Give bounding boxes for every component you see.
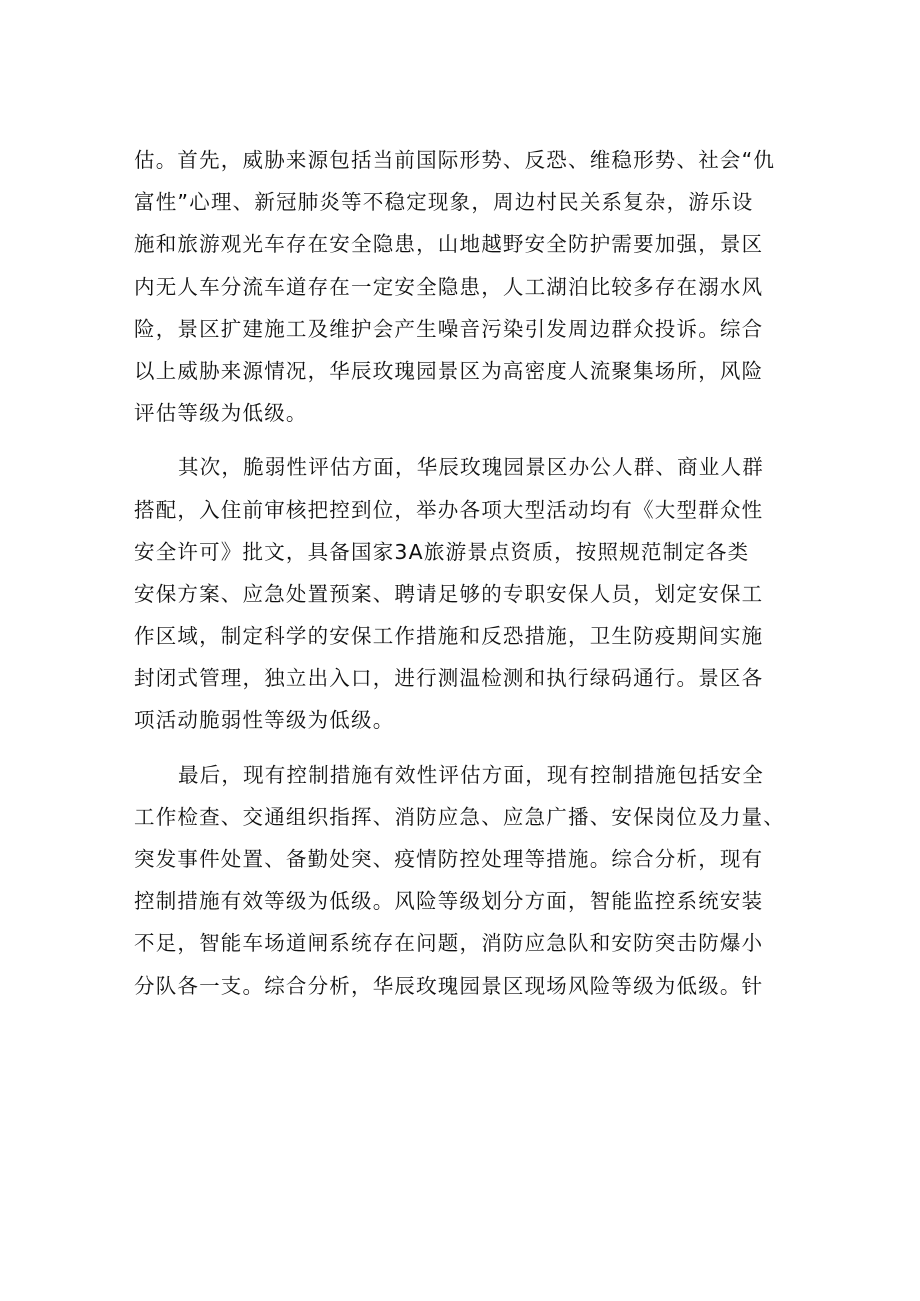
paragraph-threat-sources	[134, 139, 798, 434]
text-line: 分队各一支。综合分析，华辰玫瑰园景区现场风险等级为低级。针	[134, 973, 764, 998]
text-line: 富性”心理、新冠肺炎等不稳定现象，周边村民关系复杂，游乐设	[134, 190, 754, 215]
text-line: 控制措施有效等级为低级。风险等级划分方面，智能监控系统安装	[134, 889, 764, 914]
text-line: 安保方案、应急处置预案、聘请足够的专职安保人员，划定安保工	[134, 581, 764, 606]
text-line: 估。首先，威胁来源包括当前国际形势、反恐、维稳形势、社会“仇	[134, 148, 776, 172]
text-line: 安全许可》批文，具备国家3A旅游景点资质，按照规范制定各类	[134, 539, 750, 564]
text-line: 封闭式管理，独立出入口，进行测温检测和执行绿码通行。景区各	[134, 666, 764, 691]
paragraph-control-measures	[134, 754, 798, 1007]
text-line: 不足，智能车场道闸系统存在问题，消防应急队和安防突击防爆小	[134, 931, 764, 956]
body-text	[134, 139, 798, 1007]
paragraph-spacer	[134, 742, 798, 754]
text-line: 其次，脆弱性评估方面，华辰玫瑰园景区办公人群、商业人群	[178, 455, 764, 480]
text-line: 搭配，入住前审核把控到位，举办各项大型活动均有《大型群众性	[134, 497, 764, 522]
text-line: 工作检查、交通组织指挥、消防应急、应急广播、安保岗位及力量、	[134, 804, 785, 829]
text-line: 险，景区扩建施工及维护会产生噪音污染引发周边群众投诉。综合	[134, 316, 764, 341]
text-line: 作区域，制定科学的安保工作措施和反恐措施，卫生防疫期间实施	[134, 624, 764, 649]
text-line: 最后，现有控制措施有效性评估方面，现有控制措施包括安全	[178, 762, 764, 787]
text-line: 内无人车分流车道存在一定安全隐患，人工湖泊比较多存在溺水风	[134, 274, 764, 299]
text-line: 突发事件处置、备勤处突、疫情防控处理等措施。综合分析，现有	[134, 847, 764, 871]
paragraph-spacer	[134, 434, 798, 446]
paragraph-vulnerability	[134, 446, 798, 741]
text-line: 施和旅游观光车存在安全隐患，山地越野安全防护需要加强，景区	[134, 232, 764, 257]
text-line: 评估等级为低级。	[134, 401, 308, 426]
text-line: 项活动脆弱性等级为低级。	[134, 708, 395, 733]
text-line: 以上威胁来源情况，华辰玫瑰园景区为高密度人流聚集场所，风险	[134, 358, 764, 383]
